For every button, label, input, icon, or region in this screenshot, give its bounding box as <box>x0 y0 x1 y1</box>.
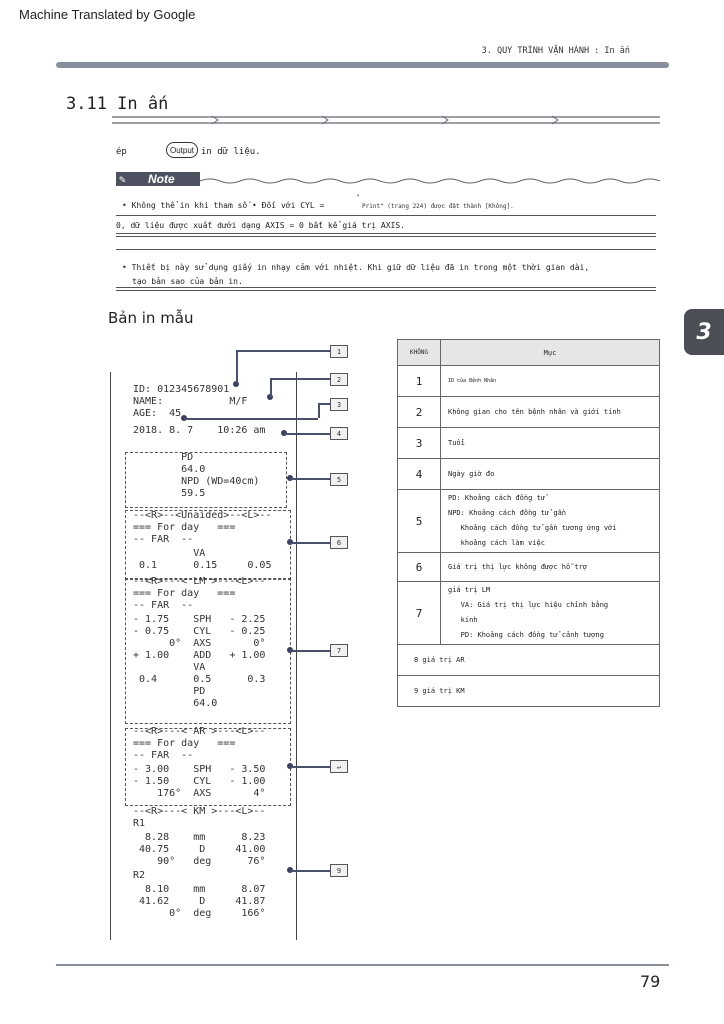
receipt-line: - 3.00 SPH - 3.50 <box>133 764 266 775</box>
note-rule <box>116 215 656 216</box>
table-item-line: ID của Bệnh Nhân <box>448 377 497 384</box>
callout-line <box>236 350 330 352</box>
receipt-line: - 1.75 SPH - 2.25 <box>133 614 266 625</box>
receipt-line: --<R>---< KM >---<L>-- <box>133 806 266 817</box>
callout-line <box>284 433 330 435</box>
table-cell-item <box>441 397 660 428</box>
note-label: Note <box>148 172 175 186</box>
receipt-line: === For day === <box>133 738 236 749</box>
receipt-line: AGE: 45 <box>133 408 182 419</box>
running-header: 3. QUY TRÌNH VẬN HÀNH : In ấn <box>481 46 630 56</box>
receipt-line: --<R>---< LM >---<L>-- <box>133 576 266 587</box>
table-cell-item <box>441 428 660 459</box>
receipt-line: -- FAR -- <box>133 750 194 761</box>
section-title: 3.11 In ấn <box>66 94 169 114</box>
table-cell-no: 6 <box>398 553 441 582</box>
receipt-line: 64.0 <box>133 698 218 709</box>
receipt-line: R2 <box>133 870 146 881</box>
table-item-line: Ngày giờ đo <box>448 469 495 478</box>
table-cell-item <box>441 459 660 490</box>
receipt-line: 0° deg 166° <box>133 908 266 919</box>
table-item-line: Khoảng cách đồng tử gần tương ứng với <box>448 524 617 532</box>
table-cell-item <box>441 366 660 397</box>
table-item-line: Tuổi <box>448 438 465 447</box>
table-cell-no: 2 <box>398 397 441 428</box>
table-item-line: NPD: Khoảng cách đồng tử gần <box>448 509 567 517</box>
receipt-line: 0.1 0.15 0.05 <box>133 560 272 571</box>
receipt-line: --<R>---< AR >---<L>-- <box>133 726 266 737</box>
table-row <box>398 459 660 490</box>
receipt-line: 176° AXS 4° <box>133 788 266 799</box>
table-cell-no: 5 <box>398 490 441 553</box>
table-row <box>398 366 660 397</box>
receipt-line: PD <box>133 686 206 697</box>
header-rule <box>56 62 669 68</box>
callout-9: 9 <box>330 864 348 877</box>
table-cell-no: 1 <box>398 366 441 397</box>
callout-line <box>290 766 330 768</box>
receipt-line: 40.75 D 41.00 <box>133 844 266 855</box>
receipt-line: ID: 012345678901 <box>133 384 230 395</box>
note2-line2: tạo bản sao của bản in. <box>132 277 243 286</box>
table-item-line: PD: Khoảng cách đồng tử <box>448 494 545 502</box>
note1-line2: 0, dữ liệu được xuất dưới dạng AXIS = 0 bất kể giá trị AXIS. <box>116 221 405 230</box>
table-item-line: giá trị LM <box>448 586 491 594</box>
output-button-icon: Output <box>166 142 198 158</box>
table-cell-no: 3 <box>398 428 441 459</box>
callout-line <box>236 350 238 384</box>
receipt-line: VA <box>133 662 206 673</box>
receipt-line: 41.62 D 41.87 <box>133 896 266 907</box>
table-header-no: KHÔNG <box>398 340 441 366</box>
table-row <box>398 428 660 459</box>
table-item-line: khoảng cách làm việc <box>448 539 545 547</box>
callout-line <box>318 403 330 405</box>
receipt-line: -- FAR -- <box>133 534 194 545</box>
callout-line <box>290 870 330 872</box>
receipt-line: 2018. 8. 7 10:26 am <box>133 425 266 436</box>
receipt-line: 59.5 <box>133 488 206 499</box>
note-rule <box>116 249 656 250</box>
receipt-line: 8.28 mm 8.23 <box>133 832 266 843</box>
table-row <box>398 397 660 428</box>
section-title-underline <box>112 114 660 126</box>
note1-quote-mark: " <box>356 194 360 201</box>
note1-part-b: Print" (trang 224) được đặt thành [Không]. <box>362 203 514 210</box>
callout-7: 7 <box>330 644 348 657</box>
receipt-line: 0.4 0.5 0.3 <box>133 674 266 685</box>
note-wave-rule <box>200 176 660 186</box>
callout-5: 5 <box>330 473 348 486</box>
callout-1: 1 <box>330 345 348 358</box>
receipt-line: -- FAR -- <box>133 600 194 611</box>
table-row <box>398 582 660 645</box>
table-cell-item <box>441 582 660 645</box>
note-rule-double <box>116 287 656 291</box>
table-item-line: Không gian cho tên bệnh nhân và giới tính <box>448 407 621 416</box>
receipt-line: PD <box>133 452 194 463</box>
table-cell-merged: 9 giá trị KM <box>398 676 660 707</box>
callout-8: ↵ <box>330 760 348 773</box>
table-row <box>398 645 660 676</box>
receipt-line: 0° AXS 0° <box>133 638 266 649</box>
callout-2: 2 <box>330 373 348 386</box>
table-item-line: VA: Giá trị thị lực hiệu chỉnh bằng <box>448 601 609 609</box>
callout-line <box>184 418 318 420</box>
table-row <box>398 676 660 707</box>
note-badge <box>116 172 200 186</box>
receipt-line: === For day === <box>133 522 236 533</box>
receipt-line: --<R>--<Unaided>--<L>-- <box>133 510 272 521</box>
table-cell-no: 4 <box>398 459 441 490</box>
table-header-item: Mục <box>441 340 660 366</box>
table-row <box>398 553 660 582</box>
table-row <box>398 490 660 553</box>
callout-6: 6 <box>330 536 348 549</box>
receipt-line: - 0.75 CYL - 0.25 <box>133 626 266 637</box>
item-table <box>397 339 660 707</box>
receipt-line: 90° deg 76° <box>133 856 266 867</box>
table-item-line: Giá trị thị lực không được hỗ trợ <box>448 562 588 571</box>
receipt-line: 8.10 mm 8.07 <box>133 884 266 895</box>
sample-print-title: Bản in mẫu <box>108 309 194 327</box>
note-rule-double <box>116 233 656 237</box>
table-cell-item <box>441 553 660 582</box>
sample-receipt <box>110 372 297 940</box>
receipt-line: VA <box>133 548 206 559</box>
receipt-line: 64.0 <box>133 464 206 475</box>
callout-line <box>290 542 330 544</box>
table-cell-merged: 8 giá trị AR <box>398 645 660 676</box>
footer-rule <box>56 964 669 966</box>
callout-line <box>270 378 330 380</box>
callout-line <box>290 650 330 652</box>
callout-3: 3 <box>330 398 348 411</box>
table-item-line: PD: Khoảng cách đồng tử cảnh tượng <box>448 631 604 639</box>
note-pencil-icon: ✎ <box>119 173 126 186</box>
receipt-line: NPD (WD=40cm) <box>133 476 260 487</box>
page-number: 79 <box>640 972 661 991</box>
receipt-line: NAME: M/F <box>133 396 248 407</box>
intro-text-pre: ép <box>116 147 127 157</box>
intro-text-post: in dữ liệu. <box>201 147 261 157</box>
receipt-line: + 1.00 ADD + 1.00 <box>133 650 266 661</box>
machine-translated-watermark: Machine Translated by Google <box>19 7 196 22</box>
note1-part-a: • Không thể in khi tham số • Đối với CYL = <box>122 201 325 210</box>
table-cell-no: 7 <box>398 582 441 645</box>
callout-line <box>318 403 320 418</box>
chapter-tab: 3 <box>684 309 724 355</box>
table-cell-item <box>441 490 660 553</box>
receipt-line: R1 <box>133 818 146 829</box>
receipt-line: - 1.50 CYL - 1.00 <box>133 776 266 787</box>
note2-line1: • Thiết bị này sử dụng giấy in nhạy cảm với nhiệt. Khi giữ dữ liệu đã in trong một thời gian dài, <box>122 263 590 272</box>
receipt-line: === For day === <box>133 588 236 599</box>
callout-line <box>270 378 272 397</box>
callout-4: 4 <box>330 427 348 440</box>
table-item-line: kính <box>448 616 478 624</box>
callout-line <box>290 478 330 480</box>
